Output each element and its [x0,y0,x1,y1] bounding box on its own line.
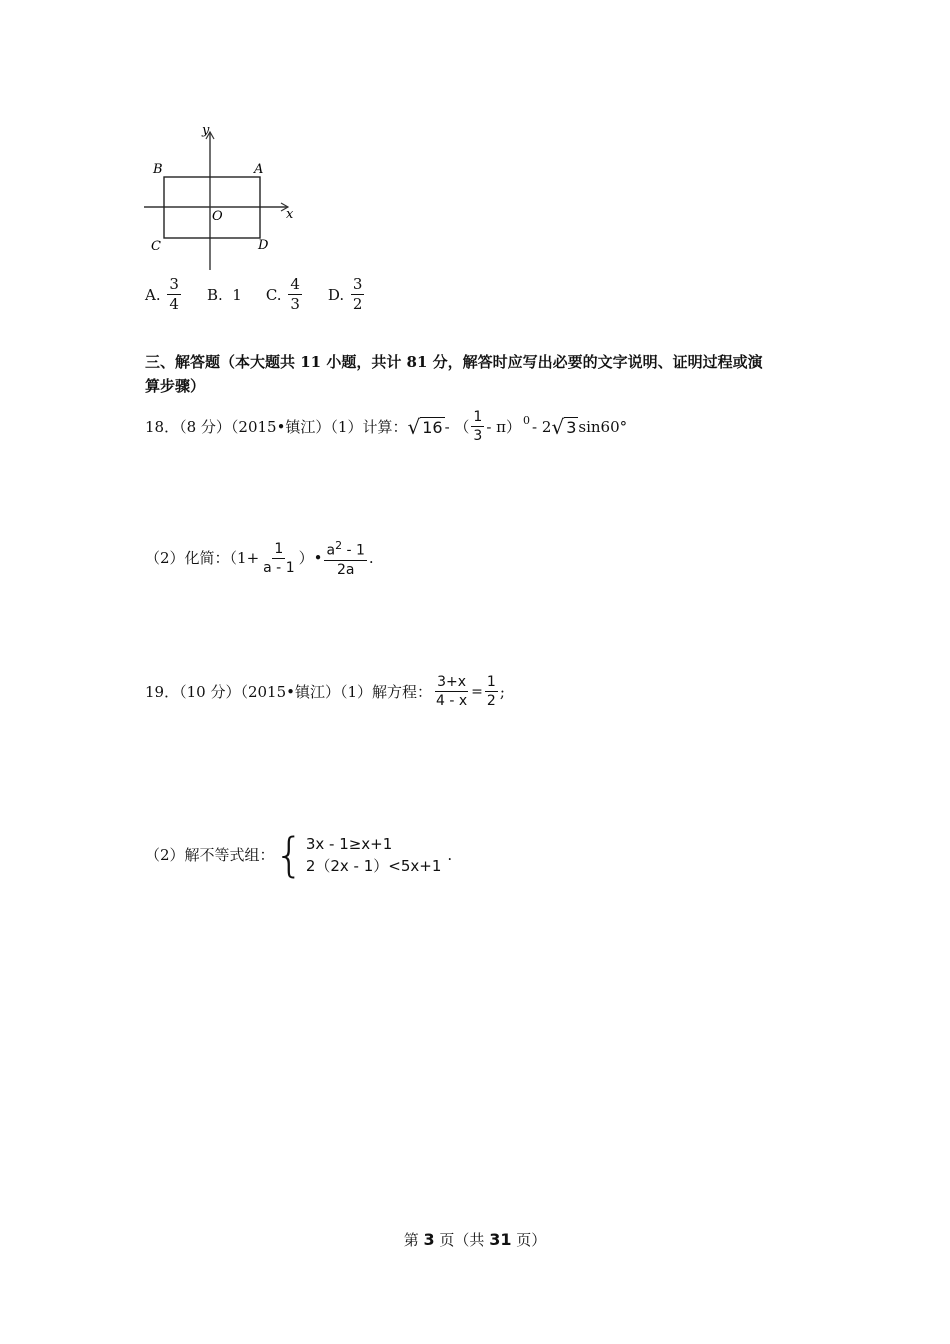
fraction-numerator: 1 [486,674,496,690]
fraction-denominator: 2 [352,295,363,313]
option-letter: B. [206,285,223,304]
inequality-lines [306,833,442,877]
option-fraction [288,277,302,312]
fraction [434,675,469,708]
question-18-part-2 [145,540,374,577]
total-pages: 31 [489,1230,512,1249]
sqrt-expression [407,416,444,438]
option-fraction [167,277,181,312]
radicand: 16 [422,417,443,437]
section-heading-line: 三、解答题（本大题共 11 小题，共计 81 分，解答时应写出必要的文字说明、证明过程或演 [145,353,763,371]
label-o: O [212,209,223,224]
fraction-denominator: 3 [473,428,483,444]
expression-text: - 1 [342,542,365,559]
label-y: y [202,123,210,138]
page-footer [0,1230,950,1250]
question-prefix: 19．（10 分）（2015•镇江）（1）解方程： [145,682,433,701]
label-d: D [258,238,269,253]
expression-text: ; [499,682,505,701]
label-a: A [254,162,264,177]
label-c: C [151,239,161,254]
option-d [328,277,367,312]
inequality-line: 2（2x - 1）<5x+1 [305,857,442,875]
question-prefix: 18．（8 分）（2015•镇江）（1）计算： [145,417,408,436]
inequality-system [274,828,442,882]
answer-options [145,277,390,312]
option-letter: A. [145,285,161,304]
question-prefix: （2）化简：（1+ [145,549,260,568]
radical-symbol: √ [407,414,421,439]
exponent: 2 [335,539,343,552]
fraction [261,542,296,575]
footer-text: 页） [511,1231,547,1249]
option-value: 1 [232,285,242,304]
fraction-denominator: 2a [336,561,355,578]
section-heading-line: 算步骤） [145,377,206,395]
radicand: 3 [566,417,577,437]
question-19-part-1 [145,675,505,708]
fraction-numerator: 4 [290,275,300,293]
question-18-part-1 [145,410,627,443]
fraction [324,540,366,577]
fraction-denominator: a - 1 [263,559,295,576]
option-letter: D. [327,285,345,304]
expression-text: - （ [444,417,470,436]
expression-text: sin60° [578,417,628,436]
expression-text: . [368,549,374,568]
fraction-denominator: 4 [169,295,179,313]
fraction-numerator: 3 [169,275,179,293]
option-fraction [351,277,365,312]
option-b [207,285,242,305]
expression-text: - π） [486,417,522,436]
option-letter: C. [265,285,282,304]
fraction-denominator: 4 - x [436,693,468,709]
fraction [471,410,484,443]
fraction-numerator: 1 [274,540,284,557]
footer-text: 页（共 [434,1231,490,1249]
option-c [266,277,304,312]
expression-text: ）• [298,549,323,568]
expression-text: = [471,683,483,700]
fraction-denominator: 2 [486,693,496,709]
inequality-line: 3x - 1≥x+1 [305,835,393,853]
radical-symbol: √ [551,414,565,439]
coordinate-figure [140,122,300,272]
base: a [326,542,336,559]
option-a [145,277,183,312]
section-heading [145,350,763,398]
question-19-part-2 [145,828,453,882]
sqrt-expression [551,416,578,438]
label-b: B [153,162,163,177]
left-brace: { [274,828,304,882]
expression-text: . [447,846,453,864]
question-prefix: （2）解不等式组： [145,846,275,864]
exponent: 0 [523,413,531,427]
footer-text: 第 [403,1231,424,1249]
page-number: 3 [423,1230,435,1249]
fraction-numerator [324,540,366,561]
label-x: x [286,207,294,222]
fraction [485,675,498,708]
fraction-numerator: 3+x [437,674,467,690]
fraction-numerator: 3 [352,275,363,293]
expression-text: - 2 [532,417,552,436]
fraction-denominator: 3 [290,295,300,313]
fraction-numerator: 1 [473,409,483,425]
